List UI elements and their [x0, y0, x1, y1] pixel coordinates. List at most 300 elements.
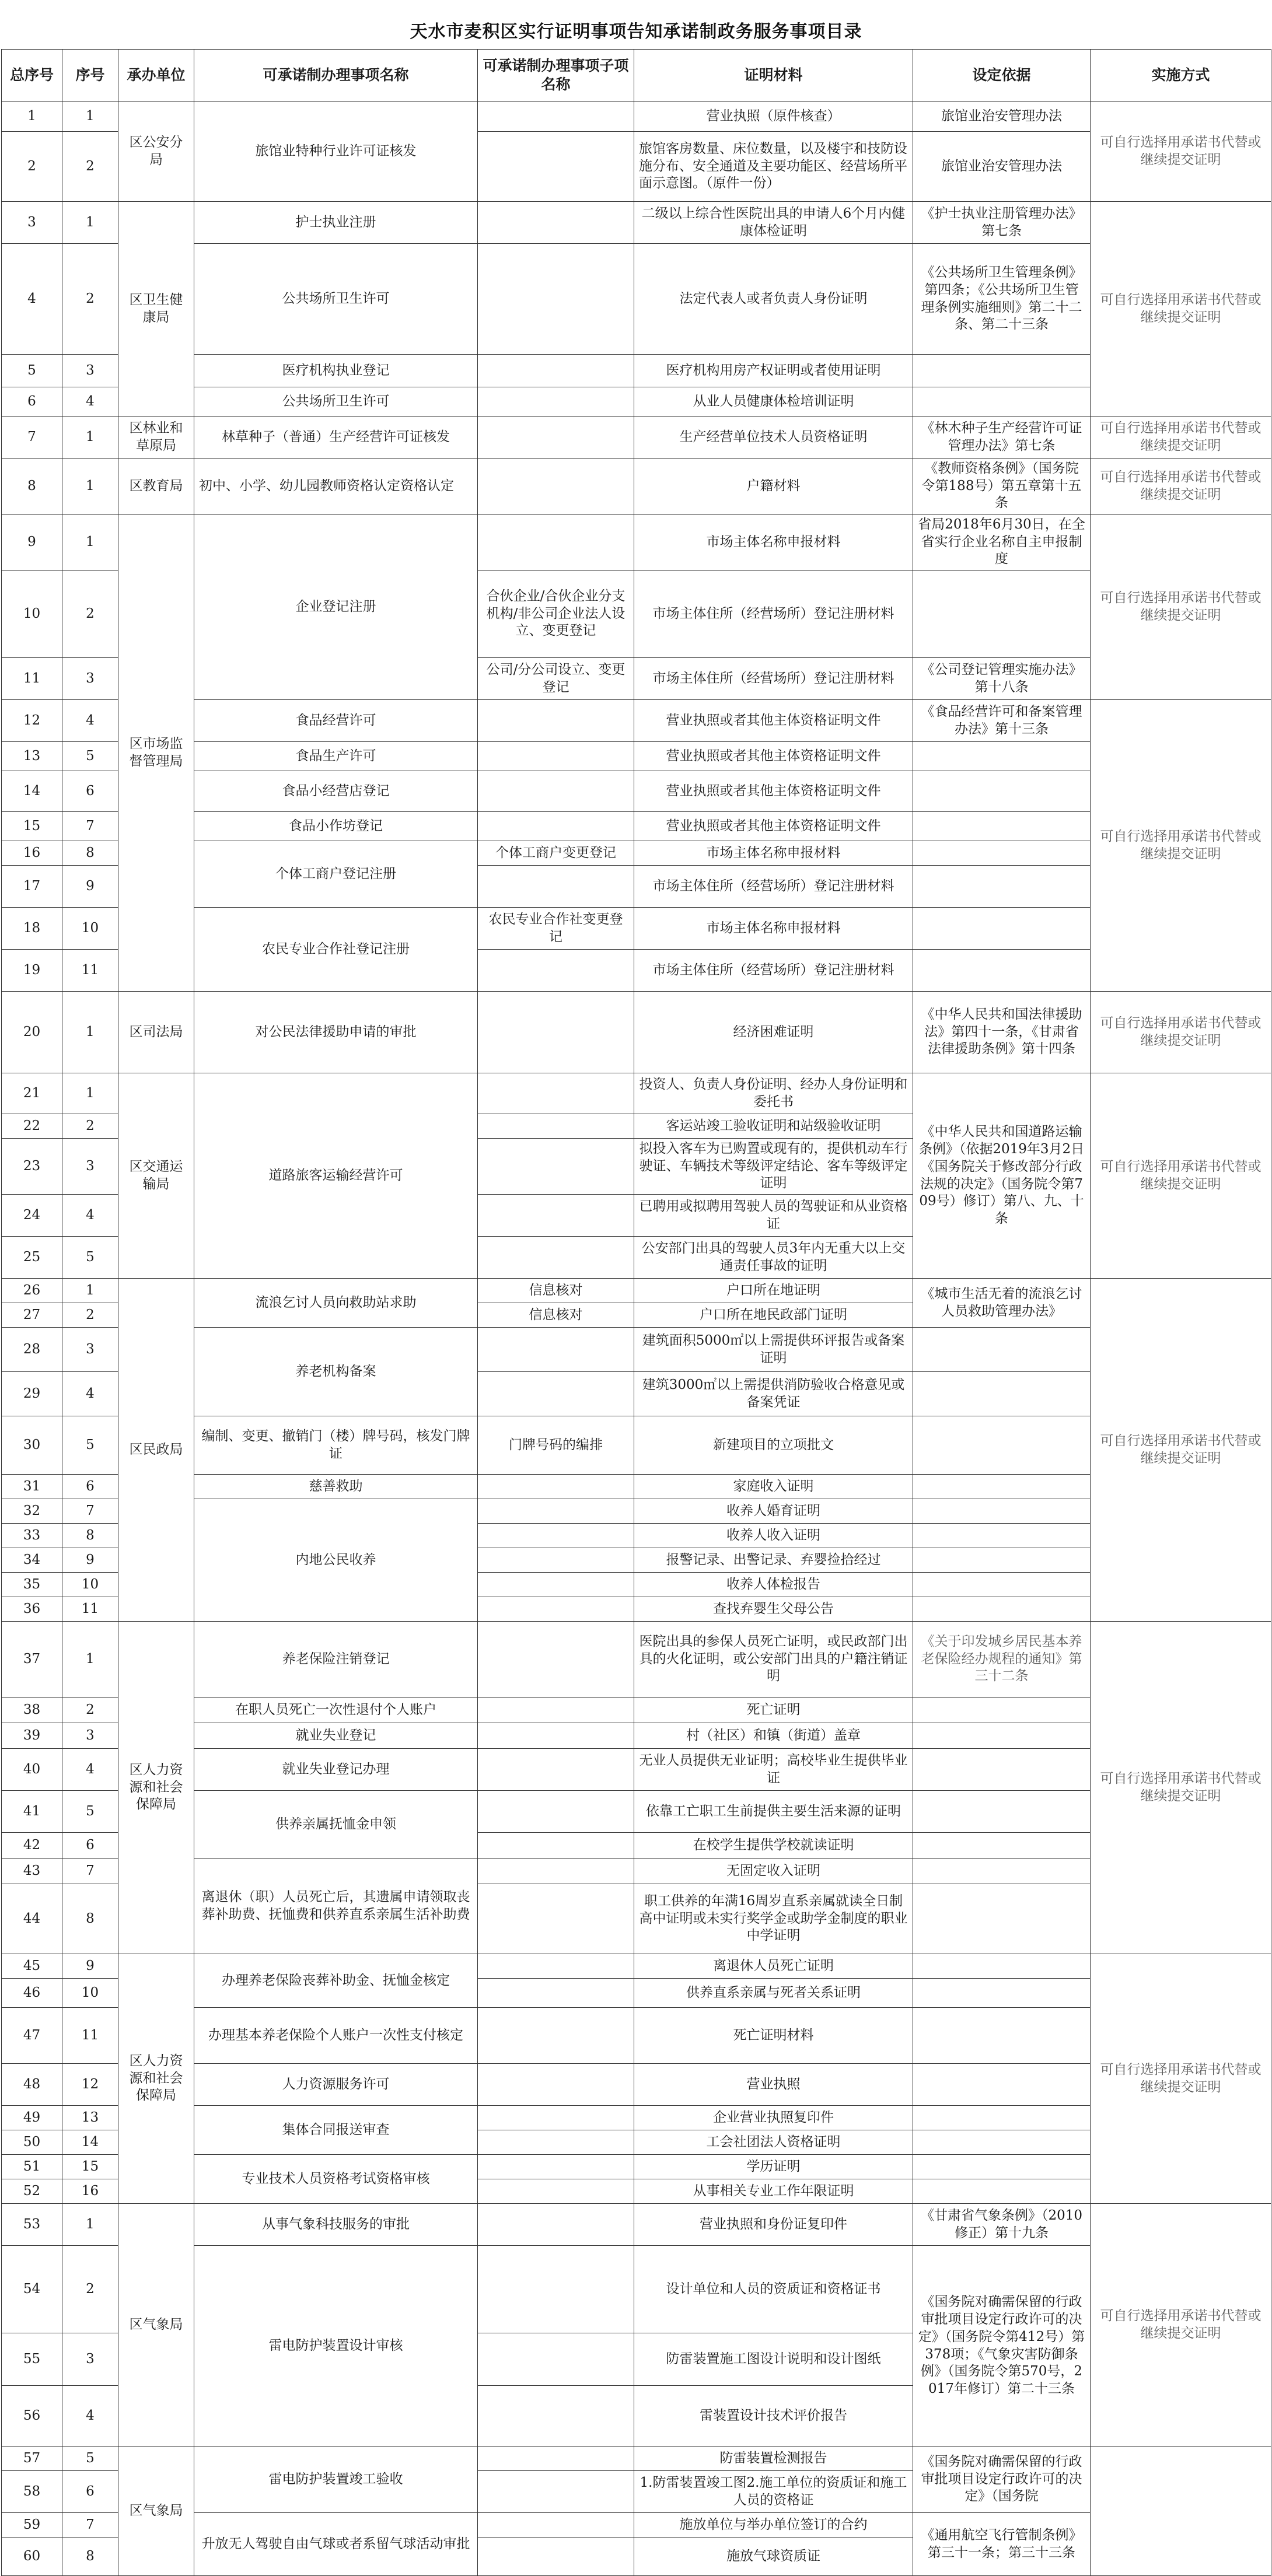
legal-basis-cell: 《国务院对确需保留的行政审批项目设定行政许可的决定》（国务院 — [913, 2446, 1091, 2513]
proof-material-cell: 市场主体住所（经营场所）登记注册材料 — [634, 866, 913, 908]
item-name-cell: 就业失业登记 — [194, 1723, 478, 1749]
subitem-name-cell — [478, 1524, 634, 1548]
proof-material-cell: 供养直系亲属与死者关系证明 — [634, 1979, 913, 2008]
table-row — [2, 102, 1271, 132]
total-no-cell: 17 — [2, 866, 62, 908]
total-no-cell: 23 — [2, 1139, 62, 1195]
total-no-cell: 52 — [2, 2179, 62, 2204]
legal-basis-cell — [913, 1573, 1091, 1597]
no-cell: 2 — [62, 244, 118, 355]
legal-basis-cell — [913, 387, 1091, 416]
legal-basis-cell — [913, 866, 1091, 908]
subitem-name-cell — [478, 1884, 634, 1954]
item-name-cell: 医疗机构执业登记 — [194, 355, 478, 387]
subitem-name-cell — [478, 387, 634, 416]
item-name-cell: 农民专业合作社登记注册 — [194, 908, 478, 992]
item-name-cell: 企业登记注册 — [194, 514, 478, 700]
item-name-cell: 流浪乞讨人员向救助站求助 — [194, 1279, 478, 1328]
proof-material-cell: 客运站竣工验收证明和站级验收证明 — [634, 1114, 913, 1139]
proof-material-cell: 经济困难证明 — [634, 992, 913, 1073]
subitem-name-cell — [478, 1499, 634, 1524]
total-no-cell: 50 — [2, 2130, 62, 2155]
proof-material-cell: 营业执照或者其他主体资格证明文件 — [634, 742, 913, 771]
implementation-cell: 可自行选择用承诺书代替或继续提交证明 — [1091, 102, 1271, 202]
proof-material-cell: 防雷装置施工图设计说明和设计图纸 — [634, 2333, 913, 2386]
proof-material-cell: 建筑面积5000㎡以上需提供环评报告或备案证明 — [634, 1328, 913, 1372]
legal-basis-cell — [913, 1979, 1091, 2008]
proof-material-cell: 户口所在地民政部门证明 — [634, 1303, 913, 1328]
proof-material-cell: 生产经营单位技术人员资格证明 — [634, 416, 913, 459]
total-no-cell: 10 — [2, 570, 62, 658]
legal-basis-cell — [913, 2155, 1091, 2179]
table-row — [2, 1073, 1271, 1114]
proof-material-cell: 市场主体住所（经营场所）登记注册材料 — [634, 950, 913, 992]
proof-material-cell: 二级以上综合性医院出具的申请人6个月内健康体检证明 — [634, 202, 913, 244]
subitem-name-cell — [478, 2538, 634, 2576]
total-no-cell: 51 — [2, 2155, 62, 2179]
proof-material-cell: 市场主体名称申报材料 — [634, 908, 913, 950]
legal-basis-cell: 《公共场所卫生管理条例》第四条；《公共场所卫生管理条例实施细则》第二十二条、第二十三条 — [913, 244, 1091, 355]
proof-material-cell: 施放气球资质证 — [634, 2538, 913, 2576]
no-cell: 6 — [62, 1833, 118, 1859]
item-name-cell: 雷电防护装置设计审核 — [194, 2246, 478, 2446]
total-no-cell: 45 — [2, 1954, 62, 1979]
department-cell: 区人力资源和社会保障局 — [118, 1622, 194, 1954]
table-row — [2, 992, 1271, 1073]
legal-basis-cell: 《教师资格条例》（国务院令第188号）第五章第十五条 — [913, 459, 1091, 514]
subitem-name-cell — [478, 1073, 634, 1114]
subitem-name-cell — [478, 514, 634, 570]
proof-material-cell: 营业执照（原件核查） — [634, 102, 913, 132]
department-cell: 区林业和草原局 — [118, 416, 194, 459]
proof-material-cell: 市场主体住所（经营场所）登记注册材料 — [634, 658, 913, 700]
table-row — [2, 1279, 1271, 1303]
item-name-cell: 初中、小学、幼儿园教师资格认定资格认定 — [194, 459, 478, 514]
no-cell: 8 — [62, 841, 118, 866]
subitem-name-cell: 个体工商户变更登记 — [478, 841, 634, 866]
no-cell: 10 — [62, 1979, 118, 2008]
subitem-name-cell — [478, 1139, 634, 1195]
subitem-name-cell — [478, 812, 634, 841]
no-cell: 1 — [62, 416, 118, 459]
no-cell: 2 — [62, 1698, 118, 1723]
no-cell: 3 — [62, 1723, 118, 1749]
legal-basis-cell — [913, 1524, 1091, 1548]
legal-basis-cell — [913, 1328, 1091, 1372]
header-subitem-name: 可承诺制办理事项子项名称 — [478, 50, 634, 102]
item-name-cell: 编制、变更、撤销门（楼）牌号码，核发门牌证 — [194, 1416, 478, 1475]
item-name-cell: 雷电防护装置竣工验收 — [194, 2446, 478, 2513]
subitem-name-cell — [478, 1979, 634, 2008]
total-no-cell: 9 — [2, 514, 62, 570]
legal-basis-cell — [913, 2106, 1091, 2130]
proof-material-cell: 无业人员提供无业证明；高校毕业生提供毕业证 — [634, 1749, 913, 1791]
no-cell: 13 — [62, 2106, 118, 2130]
no-cell: 2 — [62, 570, 118, 658]
implementation-cell: 可自行选择用承诺书代替或继续提交证明 — [1091, 1954, 1271, 2204]
legal-basis-cell — [913, 1954, 1091, 1979]
legal-basis-cell — [913, 1791, 1091, 1833]
subitem-name-cell — [478, 1328, 634, 1372]
subitem-name-cell — [478, 1475, 634, 1499]
implementation-cell: 可自行选择用承诺书代替或继续提交证明 — [1091, 1622, 1271, 1954]
total-no-cell: 38 — [2, 1698, 62, 1723]
no-cell: 5 — [62, 1416, 118, 1475]
item-name-cell: 从事气象科技服务的审批 — [194, 2204, 478, 2246]
subitem-name-cell — [478, 2204, 634, 2246]
proof-material-cell: 企业营业执照复印件 — [634, 2106, 913, 2130]
total-no-cell: 4 — [2, 244, 62, 355]
total-no-cell: 49 — [2, 2106, 62, 2130]
total-no-cell: 12 — [2, 700, 62, 742]
subitem-name-cell — [478, 700, 634, 742]
subitem-name-cell — [478, 2246, 634, 2333]
legal-basis-cell: 《林木种子生产经营许可证管理办法》第七条 — [913, 416, 1091, 459]
total-no-cell: 16 — [2, 841, 62, 866]
legal-basis-cell — [913, 1859, 1091, 1884]
no-cell: 14 — [62, 2130, 118, 2155]
implementation-cell: 可自行选择用承诺书代替或继续提交证明 — [1091, 416, 1271, 459]
no-cell: 6 — [62, 2471, 118, 2513]
total-no-cell: 29 — [2, 1372, 62, 1416]
total-no-cell: 22 — [2, 1114, 62, 1139]
legal-basis-cell — [913, 908, 1091, 950]
no-cell: 11 — [62, 950, 118, 992]
table-row — [2, 1954, 1271, 1979]
subitem-name-cell — [478, 2333, 634, 2386]
total-no-cell: 33 — [2, 1524, 62, 1548]
no-cell: 8 — [62, 1884, 118, 1954]
total-no-cell: 54 — [2, 2246, 62, 2333]
total-no-cell: 32 — [2, 1499, 62, 1524]
legal-basis-cell — [913, 1416, 1091, 1475]
no-cell: 2 — [62, 1303, 118, 1328]
legal-basis-cell — [913, 570, 1091, 658]
proof-material-cell: 施放单位与举办单位签订的合约 — [634, 2513, 913, 2538]
total-no-cell: 21 — [2, 1073, 62, 1114]
proof-material-cell: 市场主体住所（经营场所）登记注册材料 — [634, 570, 913, 658]
item-name-cell: 办理基本养老保险个人账户一次性支付核定 — [194, 2008, 478, 2064]
proof-material-cell: 学历证明 — [634, 2155, 913, 2179]
subitem-name-cell — [478, 2386, 634, 2446]
proof-material-cell: 营业执照或者其他主体资格证明文件 — [634, 700, 913, 742]
total-no-cell: 7 — [2, 416, 62, 459]
total-no-cell: 14 — [2, 771, 62, 812]
subitem-name-cell — [478, 2179, 634, 2204]
proof-material-cell: 收养人收入证明 — [634, 1524, 913, 1548]
legal-basis-cell — [913, 1597, 1091, 1622]
no-cell: 4 — [62, 1195, 118, 1237]
proof-material-cell: 建筑3000㎡以上需提供消防验收合格意见或备案凭证 — [634, 1372, 913, 1416]
proof-material-cell: 新建项目的立项批文 — [634, 1416, 913, 1475]
proof-material-cell: 旅馆客房数量、床位数量，以及楼宇和技防设施分布、安全通道及主要功能区、经营场所平面示意图。（原件一份） — [634, 132, 913, 202]
no-cell: 7 — [62, 812, 118, 841]
subitem-name-cell — [478, 416, 634, 459]
total-no-cell: 18 — [2, 908, 62, 950]
proof-material-cell: 拟投入客车为已购置或现有的，提供机动车行驶证、车辆技术等级评定结论、客车等级评定证明 — [634, 1139, 913, 1195]
legal-basis-cell — [913, 2064, 1091, 2106]
no-cell: 5 — [62, 1237, 118, 1279]
department-cell: 区人力资源和社会保障局 — [118, 1954, 194, 2204]
header-proof-material: 证明材料 — [634, 50, 913, 102]
legal-basis-cell — [913, 1749, 1091, 1791]
item-name-cell: 旅馆业特种行业许可证核发 — [194, 102, 478, 202]
item-name-cell: 林草种子（普通）生产经营许可证核发 — [194, 416, 478, 459]
subitem-name-cell — [478, 2106, 634, 2130]
no-cell: 5 — [62, 1791, 118, 1833]
legal-basis-cell — [913, 2130, 1091, 2155]
legal-basis-cell: 《甘肃省气象条例》（2010修正）第十九条 — [913, 2204, 1091, 2246]
total-no-cell: 56 — [2, 2386, 62, 2446]
subitem-name-cell — [478, 132, 634, 202]
proof-material-cell: 市场主体名称申报材料 — [634, 841, 913, 866]
no-cell: 3 — [62, 355, 118, 387]
implementation-cell: 可自行选择用承诺书代替或继续提交证明 — [1091, 700, 1271, 992]
subitem-name-cell — [478, 1548, 634, 1573]
document-title: 天水市麦积区实行证明事项告知承诺制政务服务事项目录 — [410, 22, 862, 42]
implementation-cell: 可自行选择用承诺书代替或继续提交证明 — [1091, 459, 1271, 514]
proof-material-cell: 户籍材料 — [634, 459, 913, 514]
table-row — [2, 514, 1271, 570]
no-cell: 1 — [62, 1073, 118, 1114]
total-no-cell: 2 — [2, 132, 62, 202]
total-no-cell: 19 — [2, 950, 62, 992]
subitem-name-cell — [478, 2155, 634, 2179]
proof-material-cell: 投资人、负责人身份证明、经办人身份证明和委托书 — [634, 1073, 913, 1114]
proof-material-cell: 营业执照 — [634, 2064, 913, 2106]
subitem-name-cell — [478, 2130, 634, 2155]
no-cell: 1 — [62, 1279, 118, 1303]
proof-material-cell: 村（社区）和镇（街道）盖章 — [634, 1723, 913, 1749]
legal-basis-cell — [913, 812, 1091, 841]
item-name-cell: 在职人员死亡一次性退付个人账户 — [194, 1698, 478, 1723]
item-name-cell: 道路旅客运输经营许可 — [194, 1073, 478, 1279]
implementation-cell: 可自行选择用承诺书代替或继续提交证明 — [1091, 2204, 1271, 2446]
no-cell: 9 — [62, 1548, 118, 1573]
item-name-cell: 专业技术人员资格考试资格审核 — [194, 2155, 478, 2204]
no-cell: 4 — [62, 2386, 118, 2446]
item-name-cell: 个体工商户登记注册 — [194, 841, 478, 908]
proof-material-cell: 从事相关专业工作年限证明 — [634, 2179, 913, 2204]
proof-material-cell: 家庭收入证明 — [634, 1475, 913, 1499]
subitem-name-cell — [478, 1698, 634, 1723]
proof-material-cell: 查找弃婴生父母公告 — [634, 1597, 913, 1622]
subitem-name-cell — [478, 1573, 634, 1597]
legal-basis-cell: 《护士执业注册管理办法》第七条 — [913, 202, 1091, 244]
no-cell: 1 — [62, 2204, 118, 2246]
legal-basis-cell: 旅馆业治安管理办法 — [913, 102, 1091, 132]
legal-basis-cell: 《公司登记管理实施办法》第十八条 — [913, 658, 1091, 700]
subitem-name-cell — [478, 771, 634, 812]
item-name-cell: 办理养老保险丧葬补助金、抚恤金核定 — [194, 1954, 478, 2008]
total-no-cell: 36 — [2, 1597, 62, 1622]
department-cell: 区气象局 — [118, 2204, 194, 2446]
legal-basis-cell — [913, 1723, 1091, 1749]
department-cell: 区民政局 — [118, 1279, 194, 1622]
subitem-name-cell — [478, 459, 634, 514]
total-no-cell: 47 — [2, 2008, 62, 2064]
total-no-cell: 3 — [2, 202, 62, 244]
subitem-name-cell — [478, 355, 634, 387]
implementation-cell: 可自行选择用承诺书代替或继续提交证明 — [1091, 1073, 1271, 1279]
item-name-cell: 食品生产许可 — [194, 742, 478, 771]
department-cell: 区公安分局 — [118, 102, 194, 202]
total-no-cell: 15 — [2, 812, 62, 841]
proof-material-cell: 死亡证明材料 — [634, 2008, 913, 2064]
legal-basis-cell: 《中华人民共和国道路运输条例》（依据2019年3月2日《国务院关于修改部分行政法规的决定》（国务院令第709号）修订）第八、九、十条 — [913, 1073, 1091, 1279]
subitem-name-cell — [478, 102, 634, 132]
total-no-cell: 34 — [2, 1548, 62, 1573]
legal-basis-cell: 旅馆业治安管理办法 — [913, 132, 1091, 202]
total-no-cell: 55 — [2, 2333, 62, 2386]
legal-basis-cell — [913, 1475, 1091, 1499]
header-item-name: 可承诺制办理事项名称 — [194, 50, 478, 102]
implementation-cell: 可自行选择用承诺书代替或继续提交证明 — [1091, 514, 1271, 700]
no-cell: 12 — [62, 2064, 118, 2106]
proof-material-cell: 医院出具的参保人员死亡证明，或民政部门出具的火化证明，或公安部门出具的户籍注销证明 — [634, 1622, 913, 1698]
proof-material-cell: 从业人员健康体检培训证明 — [634, 387, 913, 416]
total-no-cell: 1 — [2, 102, 62, 132]
header-no: 序号 — [62, 50, 118, 102]
no-cell: 1 — [62, 202, 118, 244]
no-cell: 10 — [62, 908, 118, 950]
total-no-cell: 58 — [2, 2471, 62, 2513]
total-no-cell: 48 — [2, 2064, 62, 2106]
no-cell: 11 — [62, 1597, 118, 1622]
proof-material-cell: 设计单位和人员的资质证和资格证书 — [634, 2246, 913, 2333]
subitem-name-cell — [478, 1954, 634, 1979]
legal-basis-cell — [913, 1548, 1091, 1573]
table-row — [2, 2446, 1271, 2471]
proof-material-cell: 公安部门出具的驾驶人员3年内无重大以上交通责任事故的证明 — [634, 1237, 913, 1279]
total-no-cell: 35 — [2, 1573, 62, 1597]
legal-basis-cell: 《国务院对确需保留的行政审批项目设定行政许可的决定》（国务院令第412号）第378项；《气象灾害防御条例》（国务院令第570号，2017年修订）第二十三条 — [913, 2246, 1091, 2446]
subitem-name-cell — [478, 1749, 634, 1791]
catalog-table — [1, 49, 1271, 2576]
subitem-name-cell: 门牌号码的编排 — [478, 1416, 634, 1475]
legal-basis-cell — [913, 841, 1091, 866]
total-no-cell: 20 — [2, 992, 62, 1073]
no-cell: 2 — [62, 2246, 118, 2333]
subitem-name-cell — [478, 2471, 634, 2513]
total-no-cell: 27 — [2, 1303, 62, 1328]
proof-material-cell: 1.防雷装置竣工图2.施工单位的资质证和施工人员的资格证 — [634, 2471, 913, 2513]
legal-basis-cell — [913, 1884, 1091, 1954]
subitem-name-cell — [478, 866, 634, 908]
subitem-name-cell — [478, 742, 634, 771]
proof-material-cell: 雷装置设计技术评价报告 — [634, 2386, 913, 2446]
catalog-body — [2, 102, 1271, 2576]
no-cell: 8 — [62, 2538, 118, 2576]
item-name-cell: 食品小经营店登记 — [194, 771, 478, 812]
legal-basis-cell — [913, 771, 1091, 812]
legal-basis-cell — [913, 2179, 1091, 2204]
implementation-cell — [1091, 2446, 1271, 2576]
department-cell: 区卫生健康局 — [118, 202, 194, 416]
legal-basis-cell — [913, 1499, 1091, 1524]
subitem-name-cell — [478, 1791, 634, 1833]
no-cell: 1 — [62, 514, 118, 570]
no-cell: 3 — [62, 1328, 118, 1372]
total-no-cell: 8 — [2, 459, 62, 514]
subitem-name-cell: 合伙企业/合伙企业分支机构/非公司企业法人设立、变更登记 — [478, 570, 634, 658]
no-cell: 7 — [62, 1499, 118, 1524]
total-no-cell: 60 — [2, 2538, 62, 2576]
item-name-cell: 慈善救助 — [194, 1475, 478, 1499]
total-no-cell: 59 — [2, 2513, 62, 2538]
subitem-name-cell: 信息核对 — [478, 1279, 634, 1303]
proof-material-cell: 死亡证明 — [634, 1698, 913, 1723]
legal-basis-cell — [913, 1372, 1091, 1416]
proof-material-cell: 职工供养的年满16周岁直系亲属就读全日制高中证明或未实行奖学金或助学金制度的职业中学证明 — [634, 1884, 913, 1954]
no-cell: 5 — [62, 2446, 118, 2471]
item-name-cell: 升放无人驾驶自由气球或者系留气球活动审批 — [194, 2513, 478, 2576]
subitem-name-cell — [478, 1237, 634, 1279]
header-department: 承办单位 — [118, 50, 194, 102]
department-cell: 区市场监督管理局 — [118, 514, 194, 992]
no-cell: 4 — [62, 1372, 118, 1416]
proof-material-cell: 市场主体名称申报材料 — [634, 514, 913, 570]
no-cell: 10 — [62, 1573, 118, 1597]
total-no-cell: 5 — [2, 355, 62, 387]
item-name-cell: 公共场所卫生许可 — [194, 244, 478, 355]
item-name-cell: 护士执业注册 — [194, 202, 478, 244]
no-cell: 6 — [62, 1475, 118, 1499]
proof-material-cell: 工会社团法人资格证明 — [634, 2130, 913, 2155]
legal-basis-cell — [913, 2008, 1091, 2064]
subitem-name-cell — [478, 2008, 634, 2064]
item-name-cell: 集体合同报送审查 — [194, 2106, 478, 2155]
legal-basis-cell — [913, 355, 1091, 387]
department-cell: 区交通运输局 — [118, 1073, 194, 1279]
total-no-cell: 40 — [2, 1749, 62, 1791]
legal-basis-cell: 《中华人民共和国法律援助法》第四十一条，《甘肃省法律援助条例》第十四条 — [913, 992, 1091, 1073]
header-implementation: 实施方式 — [1091, 50, 1271, 102]
no-cell: 11 — [62, 2008, 118, 2064]
subitem-name-cell — [478, 244, 634, 355]
table-row — [2, 202, 1271, 244]
total-no-cell: 25 — [2, 1237, 62, 1279]
header-legal-basis: 设定依据 — [913, 50, 1091, 102]
proof-material-cell: 依靠工亡职工生前提供主要生活来源的证明 — [634, 1791, 913, 1833]
no-cell: 15 — [62, 2155, 118, 2179]
proof-material-cell: 报警记录、出警记录、弃婴捡拾经过 — [634, 1548, 913, 1573]
implementation-cell: 可自行选择用承诺书代替或继续提交证明 — [1091, 992, 1271, 1073]
subitem-name-cell — [478, 2064, 634, 2106]
table-row — [2, 416, 1271, 459]
total-no-cell: 6 — [2, 387, 62, 416]
item-name-cell: 养老机构备案 — [194, 1328, 478, 1416]
legal-basis-cell: 《通用航空飞行管制条例》第三十一条；第三十三条 — [913, 2513, 1091, 2576]
item-name-cell: 公共场所卫生许可 — [194, 387, 478, 416]
implementation-cell: 可自行选择用承诺书代替或继续提交证明 — [1091, 1279, 1271, 1622]
proof-material-cell: 防雷装置检测报告 — [634, 2446, 913, 2471]
subitem-name-cell — [478, 1195, 634, 1237]
proof-material-cell: 营业执照或者其他主体资格证明文件 — [634, 771, 913, 812]
subitem-name-cell — [478, 950, 634, 992]
legal-basis-cell: 《食品经营许可和备案管理办法》第十三条 — [913, 700, 1091, 742]
subitem-name-cell — [478, 1622, 634, 1698]
legal-basis-cell: 《关于印发城乡居民基本养老保险经办规程的通知》第三十二条 — [913, 1622, 1091, 1698]
subitem-name-cell: 农民专业合作社变更登记 — [478, 908, 634, 950]
total-no-cell: 39 — [2, 1723, 62, 1749]
header-row — [2, 50, 1271, 102]
total-no-cell: 37 — [2, 1622, 62, 1698]
total-no-cell: 41 — [2, 1791, 62, 1833]
no-cell: 2 — [62, 1114, 118, 1139]
department-cell: 区气象局 — [118, 2446, 194, 2576]
proof-material-cell: 营业执照和身份证复印件 — [634, 2204, 913, 2246]
